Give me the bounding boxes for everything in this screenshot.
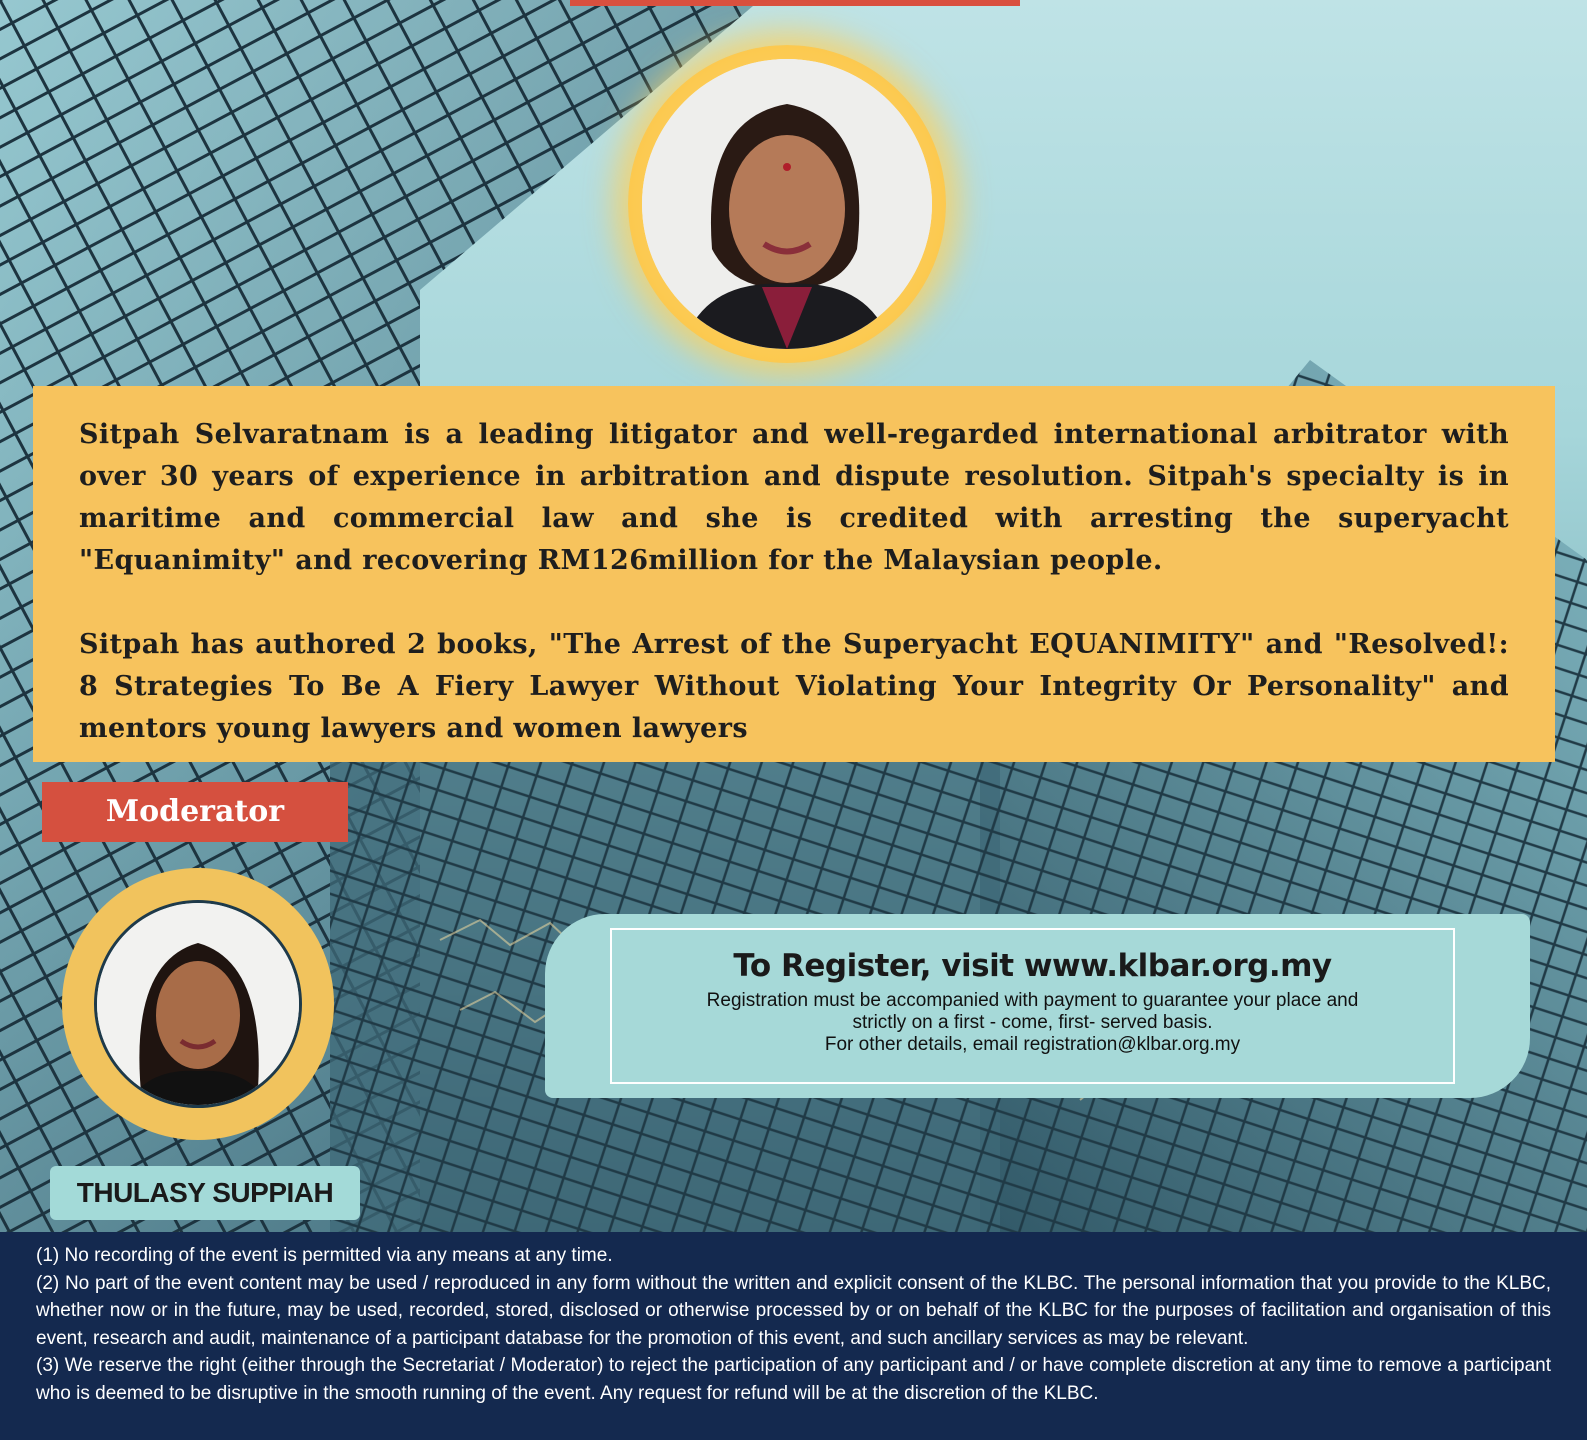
terms-note-1: (1) No recording of the event is permitted via any means at any time. xyxy=(36,1245,613,1266)
registration-frame xyxy=(610,928,1455,1084)
speaker-books-paragraph: Sitpah has authored 2 books, "The Arrest of the Superyacht EQUANIMITY" and "Resolved!: 8 Strategies To Be A Fiery Lawyer Without Violating Your Integrity Or Personality" and mentors young lawyers and women lawyers xyxy=(79,629,1509,744)
terms-note-3: (3) We reserve the right (either through the Secretariat / Moderator) to reject the participation of any participant and / or have complete discretion at any time to remove a participant who is deemed to be disruptive in the smooth running of the event. Any request for refund will be at the discretion of the KLBC. xyxy=(36,1355,1551,1404)
speaker-portrait-icon xyxy=(642,59,932,349)
speaker-photo-frame xyxy=(628,45,946,363)
moderator-label: Moderator xyxy=(42,782,348,842)
speaker-bio-paragraph: Sitpah Selvaratnam is a leading litigator and well-regarded international arbitrator with over 30 years of experience in arbitration and dispute resolution. Sitpah's specialty is in maritime and commercial law and she is credited with arresting the superyacht "Equanimity" and recovering RM126million for the Malaysian people. xyxy=(79,419,1509,576)
registration-title[interactable]: To Register, visit www.klbar.org.my xyxy=(733,948,1332,984)
registration-panel xyxy=(545,914,1530,1098)
moderator-portrait-icon xyxy=(94,900,302,1108)
registration-email-line[interactable]: For other details, email registration@klbar.org.my xyxy=(824,1034,1241,1055)
moderator-photo-frame xyxy=(62,868,334,1140)
speaker-bio-box xyxy=(33,386,1555,762)
registration-note-line: Registration must be accompanied with payment to guarantee your place and xyxy=(706,990,1359,1011)
registration-note-line: strictly on a first - come, first- served basis. xyxy=(852,1012,1213,1033)
top-accent-strip xyxy=(570,0,1020,6)
moderator-name: THULASY SUPPIAH xyxy=(50,1166,360,1220)
terms-footer xyxy=(0,1232,1587,1440)
terms-note-2: (2) No part of the event content may be used / reproduced in any form without the written and explicit consent of the KLBC. The personal information that you provide to the KLBC, whether now or in the future, may be used, recorded, stored, disclosed or otherwise processed by or on behalf of the KLBC for the purposes of facilitation and organisation of this event, research and audit, maintenance of a participant database for the promotion of this event, and such ancillary services as may be relevant. xyxy=(36,1272,1551,1349)
